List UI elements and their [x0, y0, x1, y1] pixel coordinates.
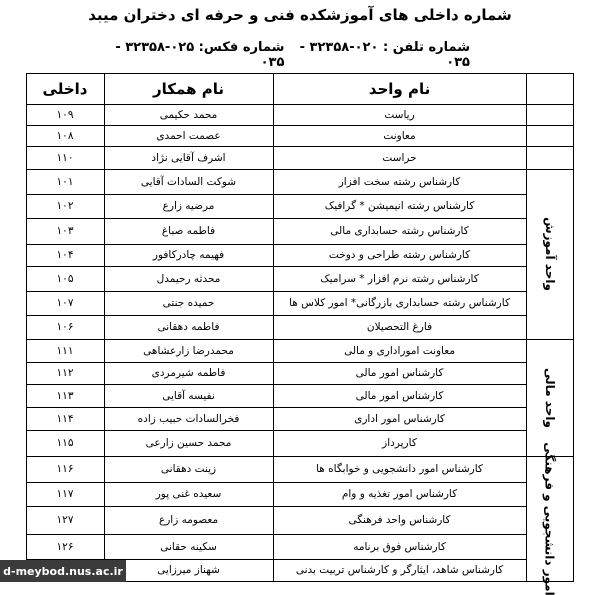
colleague-cell: زینت دهقانی — [160, 463, 217, 475]
unit-cell: کارشناس فوق برنامه — [353, 540, 446, 553]
group-label-text: واحد مالی — [542, 367, 557, 428]
extension-cell: ۱۰۸ — [56, 129, 74, 142]
extension-cell: ۱۱۲ — [56, 367, 74, 379]
unit-cell: ریاست — [384, 108, 415, 121]
header-extension: داخلی — [42, 79, 88, 98]
unit-cell: فارغ التحصیلان — [366, 321, 433, 333]
unit-cell: کارشناس رشته نرم افزار * سرامیک — [320, 272, 479, 285]
colleague-cell: محمد حکیمی — [159, 108, 218, 121]
unit-cell: معاونت — [383, 129, 416, 142]
extension-cell: ۱۱۳ — [56, 389, 74, 402]
unit-cell: کارشناس رشته حسابداری بازرگانی* امور کلاس ها — [289, 297, 510, 309]
unit-cell: معاونت اموراداری و مالی — [344, 344, 455, 357]
extension-cell: ۱۱۴ — [56, 412, 74, 425]
group-label — [526, 339, 573, 456]
colleague-cell: فخرالسادات حبیب زاده — [137, 412, 240, 425]
colleague-cell: محمدرضا زارعشاهی — [143, 344, 234, 357]
extension-cell: ۱۱۶ — [56, 463, 74, 475]
extension-cell: ۱۰۴ — [56, 249, 74, 261]
colleague-cell: مرضیه زارع — [162, 200, 215, 212]
extension-cell: ۱۰۷ — [56, 297, 74, 309]
group-label — [526, 441, 573, 595]
colleague-cell: محدثه رحیمدل — [156, 272, 221, 285]
colleague-cell: معصومه زارع — [158, 514, 219, 526]
unit-cell: حراست — [382, 151, 417, 164]
unit-cell: کارشناس امور دانشجویی و خوابگاه ها — [316, 463, 483, 475]
unit-cell: کارشناس امور مالی — [355, 389, 444, 402]
colleague-cell: اشرف آقایی نژاد — [151, 151, 226, 164]
colleague-cell: فاطمه دهقانی — [157, 321, 220, 333]
extension-cell: ۱۱۱ — [56, 344, 74, 357]
unit-cell: کارشناس رشته انیمیشن * گرافیک — [324, 200, 475, 212]
header-colleague-name: نام همکار — [153, 79, 224, 98]
extension-cell: ۱۱۷ — [56, 488, 74, 500]
header-unit-name: نام واحد — [368, 79, 431, 98]
unit-cell: کارشناس امور تغذیه و وام — [341, 488, 458, 500]
extension-cell: ۱۰۱ — [56, 175, 74, 188]
unit-cell: کارپرداز — [382, 437, 417, 449]
extension-cell: ۱۱۰ — [56, 151, 74, 164]
colleague-cell: نفیسه آقایی — [162, 389, 215, 402]
unit-cell: کارشناس واحد فرهنگی — [348, 514, 451, 526]
colleague-cell: سکینه حقانی — [160, 540, 217, 553]
page-title: شماره داخلی های آموزشکده فنی و حرفه ای دختران میبد — [88, 6, 512, 24]
colleague-cell: فاطمه صباغ — [161, 225, 216, 237]
extensions-table — [26, 73, 573, 595]
colleague-cell: محمد حسین زارعی — [145, 437, 232, 449]
site-watermark: d-meybod.nus.ac.ir — [0, 560, 126, 582]
colleague-cell: شهناز میرزایی — [157, 564, 220, 576]
unit-cell: کارشناس رشته حسابداری مالی — [330, 225, 469, 237]
group-label-text: امور دانشجویی و فرهنگی — [542, 441, 557, 595]
colleague-cell: شوکت السادات آقایی — [140, 175, 237, 188]
group-label — [526, 169, 573, 339]
unit-cell: کارشناس امور مالی — [355, 367, 444, 379]
extension-cell: ۱۰۹ — [56, 108, 74, 121]
unit-cell: کارشناس شاهد، ایثارگر و کارشناس تربیت بدنی — [295, 564, 504, 576]
colleague-cell: عصمت احمدی — [156, 129, 221, 142]
group-label-text: واحد آموزش — [542, 217, 557, 291]
extension-cell: ۱۰۳ — [56, 225, 74, 237]
colleague-cell: فهیمه چادرکافور — [152, 249, 225, 261]
colleague-cell: حمیده جنتی — [162, 297, 215, 309]
unit-cell: کارشناس امور اداری — [354, 412, 445, 425]
fax-number: شماره فکس: ۰۲۵-۳۲۳۵۸ - ۰۳۵ — [115, 40, 285, 70]
extension-cell: ۱۰۵ — [56, 272, 74, 285]
contact-info — [100, 40, 470, 70]
extension-cell: ۱۰۲ — [56, 200, 74, 212]
extension-cell: ۱۱۵ — [56, 437, 74, 449]
extension-cell: ۱۲۶ — [56, 540, 74, 553]
extension-cell: ۱۰۶ — [56, 321, 74, 333]
extension-cell: ۱۲۷ — [56, 514, 74, 526]
unit-cell: کارشناس رشته سخت افزار — [338, 175, 461, 188]
colleague-cell: فاطمه شیرمردی — [151, 367, 226, 379]
phone-number: شماره تلفن : ۰۲۰-۳۲۳۵۸ - ۰۳۵ — [299, 40, 470, 70]
colleague-cell: سعیده غنی پور — [155, 488, 222, 500]
unit-cell: کارشناس رشته طراحی و دوخت — [328, 249, 471, 261]
